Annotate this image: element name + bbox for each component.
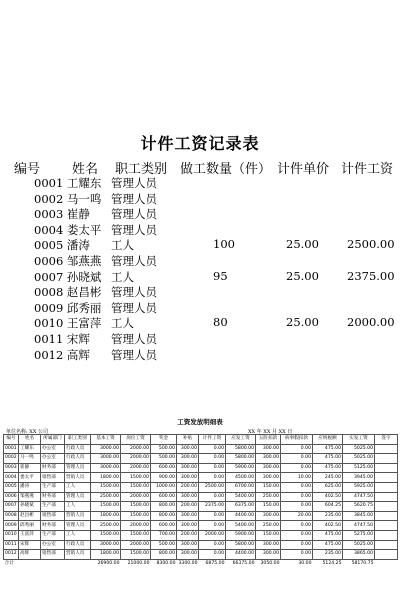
payroll-header-cell: 实发工资	[343, 435, 375, 445]
table-cell: 600.00	[151, 463, 177, 473]
table-cell: 5275.00	[343, 530, 375, 540]
table-cell: 235.00	[313, 550, 343, 560]
table-cell: 2000.00	[121, 492, 151, 502]
payroll-total-row	[4, 559, 398, 568]
table-cell	[375, 482, 398, 492]
table-cell: 300.00	[256, 463, 281, 473]
table-row	[4, 502, 398, 512]
table-cell: 5620.75	[343, 502, 375, 512]
table-cell: 0.00	[199, 540, 226, 550]
table-cell: 4400.00	[226, 550, 256, 560]
table-row	[4, 454, 398, 464]
table-cell: 0008	[4, 511, 19, 521]
table-cell	[41, 559, 65, 568]
table-cell: 工人	[65, 482, 91, 492]
table-cell: 0010	[4, 530, 19, 540]
table-cell: 1800.00	[91, 473, 121, 483]
table-cell: 21000.00	[121, 559, 151, 568]
table-cell: 4747.50	[343, 521, 375, 531]
table-cell: 300.00	[256, 511, 281, 521]
table-cell: 办公室	[41, 454, 65, 464]
staff-type: 工人	[111, 238, 134, 253]
table-cell: 1500.00	[121, 473, 151, 483]
table-cell: 5900.00	[226, 530, 256, 540]
staff-type: 管理人员	[111, 300, 157, 315]
table-cell: 0.00	[199, 550, 226, 560]
table-cell	[375, 559, 398, 568]
piece-wage-title: 计件工资记录表	[140, 134, 260, 153]
table-cell: 5125.00	[343, 463, 375, 473]
table-cell	[65, 559, 91, 568]
table-cell: 1500.00	[121, 502, 151, 512]
employee-id-name: 0011 宋辉	[34, 332, 90, 346]
table-row	[4, 492, 398, 502]
staff-type: 工人	[111, 269, 134, 284]
table-cell: 4500.00	[226, 473, 256, 483]
table-cell: 5800.00	[226, 540, 256, 550]
table-cell: 300.00	[256, 550, 281, 560]
piece-wage-row	[0, 175, 400, 189]
table-cell: 0.00	[281, 502, 313, 512]
table-cell: 3000.00	[91, 463, 121, 473]
payroll-header-cell: 姓名	[19, 435, 41, 445]
payroll-header-cell: 编号	[4, 435, 19, 445]
payroll-header-cell: 计件工资	[199, 435, 226, 445]
table-cell: 生产部	[41, 482, 65, 492]
table-cell: 0.00	[281, 444, 313, 454]
table-cell: 1500.00	[121, 530, 151, 540]
employee-id-name: 0003 崔静	[34, 207, 90, 222]
table-cell: 邱秀丽	[19, 521, 41, 531]
table-cell: 30.00	[281, 559, 313, 568]
employee-id-name: 0008 赵昌彬	[34, 285, 102, 300]
table-cell: 1500.00	[121, 482, 151, 492]
table-cell: 3000.00	[91, 454, 121, 464]
header-piece-wage: 计件工资	[341, 162, 394, 177]
table-row	[4, 444, 398, 454]
table-cell: 2000.00	[121, 521, 151, 531]
table-cell: 管理人员	[65, 463, 91, 473]
table-cell	[19, 559, 41, 568]
staff-type: 管理人员	[111, 222, 157, 237]
table-cell: 500.00	[151, 540, 177, 550]
table-cell: 0.00	[199, 473, 226, 483]
table-cell: 300.00	[177, 444, 199, 454]
piece-wage-row	[0, 284, 400, 298]
table-cell: 2000.00	[121, 463, 151, 473]
table-cell: 3000.00	[91, 540, 121, 550]
table-cell	[375, 550, 398, 560]
payroll-header-cell: 岗位工资	[121, 435, 151, 445]
table-cell: 5400.00	[226, 521, 256, 531]
table-cell: 孙晓斌	[19, 502, 41, 512]
table-cell: 300.00	[256, 540, 281, 550]
table-cell: 工人	[65, 502, 91, 512]
table-cell: 200.00	[177, 502, 199, 512]
payroll-header-cell: 五险扣款	[256, 435, 281, 445]
table-cell: 235.00	[313, 511, 343, 521]
table-cell: 600.00	[151, 521, 177, 531]
table-cell: 2000.00	[199, 530, 226, 540]
table-cell: 26900.00	[91, 559, 121, 568]
table-cell: 0.00	[281, 521, 313, 531]
piece-wage-row	[0, 331, 400, 345]
payroll-header-cell: 病事假扣款	[281, 435, 313, 445]
table-cell: 0.00	[199, 492, 226, 502]
payroll-header-cell: 补贴	[177, 435, 199, 445]
table-cell: 崔静	[19, 463, 41, 473]
table-cell: 5800.00	[226, 454, 256, 464]
table-cell: 300.00	[177, 473, 199, 483]
table-cell: 2000.00	[121, 444, 151, 454]
table-cell: 250.00	[256, 492, 281, 502]
table-cell: 行政人员	[65, 540, 91, 550]
table-cell: 0.00	[199, 463, 226, 473]
table-cell: 0007	[4, 502, 19, 512]
table-row	[4, 511, 398, 521]
table-cell: 0.00	[199, 511, 226, 521]
piece-wage-row	[0, 315, 400, 329]
table-cell: 300.00	[177, 550, 199, 560]
payroll-unit-label: 单位名称: XX 公司	[6, 429, 48, 435]
employee-id-name: 0006 邹燕燕	[34, 254, 102, 268]
work-quantity: 80	[213, 315, 228, 330]
table-cell: 900.00	[151, 473, 177, 483]
staff-type: 管理人员	[111, 207, 157, 222]
table-cell: 0005	[4, 482, 19, 492]
table-row	[4, 482, 398, 492]
table-cell: 0.00	[281, 463, 313, 473]
table-cell: 300.00	[256, 473, 281, 483]
table-cell: 8300.00	[151, 559, 177, 568]
table-cell: 300.00	[177, 521, 199, 531]
table-cell: 6875.00	[199, 559, 226, 568]
work-quantity: 95	[213, 268, 228, 283]
employee-id-name: 0010 王富萍	[34, 316, 102, 331]
table-cell: 2375.00	[199, 502, 226, 512]
table-cell: 2000.00	[121, 540, 151, 550]
table-cell: 财务部	[41, 463, 65, 473]
table-cell: 475.00	[313, 444, 343, 454]
payroll-header-cell: 应纳税额	[313, 435, 343, 445]
table-cell	[375, 454, 398, 464]
table-cell: 800.00	[151, 550, 177, 560]
table-cell: 150.00	[256, 482, 281, 492]
table-cell	[375, 492, 398, 502]
table-cell	[375, 444, 398, 454]
table-cell: 3000.00	[91, 444, 121, 454]
table-cell: 5800.00	[226, 444, 256, 454]
header-name: 姓名	[72, 162, 99, 177]
payroll-header-cell: 基本工资	[91, 435, 121, 445]
staff-type: 管理人员	[111, 285, 157, 300]
table-cell: 1500.00	[91, 482, 121, 492]
table-cell: 300.00	[256, 444, 281, 454]
table-cell: 1800.00	[91, 550, 121, 560]
table-cell: 娄太平	[19, 473, 41, 483]
table-cell: 宋辉	[19, 540, 41, 550]
table-cell: 2500.00	[91, 492, 121, 502]
table-cell: 马一鸣	[19, 454, 41, 464]
table-cell: 2500.00	[199, 482, 226, 492]
table-cell: 150.00	[256, 530, 281, 540]
table-cell: 合计	[4, 559, 19, 568]
table-cell: 475.00	[313, 463, 343, 473]
table-cell: 402.50	[313, 492, 343, 502]
table-cell: 王富萍	[19, 530, 41, 540]
payroll-title: 工资发放明细表	[177, 418, 223, 426]
table-cell: 生产部	[41, 530, 65, 540]
table-cell: 营销人员	[65, 473, 91, 483]
table-cell: 财务部	[41, 492, 65, 502]
payroll-header-cell: 所属部门	[41, 435, 65, 445]
header-unit-price: 计件单价	[277, 162, 330, 177]
table-cell: 0004	[4, 473, 19, 483]
table-cell: 500.00	[151, 444, 177, 454]
table-cell: 行政人员	[65, 444, 91, 454]
table-cell: 1500.00	[91, 530, 121, 540]
table-cell: 0006	[4, 492, 19, 502]
table-cell: 300.00	[177, 454, 199, 464]
staff-type: 管理人员	[111, 347, 157, 362]
table-cell: 高辉	[19, 550, 41, 560]
table-cell: 赵昌彬	[19, 511, 41, 521]
table-cell: 0.00	[281, 530, 313, 540]
table-cell: 0012	[4, 550, 19, 560]
table-cell	[375, 521, 398, 531]
piece-wage-row	[0, 237, 400, 251]
piece-wage-row	[0, 191, 400, 205]
table-cell	[375, 530, 398, 540]
piece-wage-row	[0, 269, 400, 283]
table-cell: 475.00	[313, 454, 343, 464]
table-cell: 20.00	[281, 511, 313, 521]
table-cell: 0.00	[199, 521, 226, 531]
table-cell: 1500.00	[121, 511, 151, 521]
unit-price: 25.00	[286, 315, 319, 330]
piece-wage: 2500.00	[347, 237, 395, 252]
table-cell: 300.00	[177, 463, 199, 473]
piece-wage-row	[0, 300, 400, 314]
employee-id-name: 0001 工耀东	[34, 176, 102, 190]
table-cell: 3845.00	[343, 511, 375, 521]
table-cell: 潘涛	[19, 482, 41, 492]
table-cell	[375, 540, 398, 550]
table-cell: 475.00	[313, 540, 343, 550]
table-cell: 销售部	[41, 473, 65, 483]
table-cell: 0.00	[281, 454, 313, 464]
table-row	[4, 473, 398, 483]
table-cell: 300.00	[177, 492, 199, 502]
table-cell: 0.00	[199, 454, 226, 464]
payroll-header-row	[4, 435, 398, 445]
table-cell: 财务部	[41, 521, 65, 531]
payroll-header-cell: 奖金	[151, 435, 177, 445]
table-cell: 0001	[4, 444, 19, 454]
table-cell: 5900.00	[226, 463, 256, 473]
table-cell: 6700.00	[226, 482, 256, 492]
table-cell: 0.00	[199, 444, 226, 454]
payroll-table	[3, 434, 398, 568]
table-row	[4, 530, 398, 540]
table-cell: 800.00	[151, 511, 177, 521]
payroll-header-cell: 应发工资	[226, 435, 256, 445]
table-cell: 250.00	[256, 521, 281, 531]
table-cell: 2500.00	[91, 521, 121, 531]
table-cell: 500.00	[151, 454, 177, 464]
table-cell: 150.00	[256, 502, 281, 512]
table-cell: 300.00	[177, 511, 199, 521]
table-cell	[375, 502, 398, 512]
table-cell: 3050.00	[256, 559, 281, 568]
table-cell: 0011	[4, 540, 19, 550]
table-cell: 销售部	[41, 511, 65, 521]
table-cell: 管理人员	[65, 492, 91, 502]
staff-type: 管理人员	[111, 176, 157, 190]
table-cell: 5925.00	[343, 482, 375, 492]
table-cell: 办公室	[41, 540, 65, 550]
table-cell: 0003	[4, 463, 19, 473]
table-cell: 3300.00	[177, 559, 199, 568]
payroll-header-cell: 职工类别	[65, 435, 91, 445]
table-cell: 5025.00	[343, 540, 375, 550]
table-cell: 工人	[65, 530, 91, 540]
piece-wage: 2000.00	[347, 315, 395, 330]
table-cell: 3945.00	[343, 473, 375, 483]
table-cell: 4400.00	[226, 511, 256, 521]
header-quantity: 做工数量（件）	[180, 162, 272, 177]
piece-wage-row	[0, 347, 400, 361]
staff-type: 管理人员	[111, 191, 157, 206]
table-cell: 245.00	[313, 473, 343, 483]
table-cell: 0.00	[281, 540, 313, 550]
table-cell: 58170.75	[343, 559, 375, 568]
table-cell: 4747.50	[343, 492, 375, 502]
table-cell: 5025.00	[343, 444, 375, 454]
table-cell: 5124.25	[313, 559, 343, 568]
employee-id-name: 0012 高辉	[34, 347, 90, 362]
table-cell: 1800.00	[91, 511, 121, 521]
table-cell: 600.00	[151, 492, 177, 502]
table-cell: 66375.00	[226, 559, 256, 568]
table-row	[4, 540, 398, 550]
table-cell: 营销人员	[65, 550, 91, 560]
table-cell: 0.00	[281, 550, 313, 560]
table-cell	[375, 463, 398, 473]
staff-type: 管理人员	[111, 254, 157, 268]
work-quantity: 100	[213, 237, 235, 252]
table-cell: 1500.00	[91, 502, 121, 512]
table-cell	[375, 473, 398, 483]
piece-wage-row	[0, 222, 400, 236]
table-cell: 800.00	[151, 502, 177, 512]
table-cell: 工耀东	[19, 444, 41, 454]
staff-type: 工人	[111, 316, 134, 331]
table-cell: 2000.00	[121, 454, 151, 464]
table-cell: 200.00	[177, 530, 199, 540]
employee-id-name: 0007 孙晓斌	[34, 269, 102, 284]
table-cell	[375, 511, 398, 521]
employee-id-name: 0005 潘涛	[34, 238, 90, 253]
table-cell: 5025.00	[343, 454, 375, 464]
table-row	[4, 463, 398, 473]
unit-price: 25.00	[286, 268, 319, 283]
table-cell: 1000.00	[151, 482, 177, 492]
piece-wage-row	[0, 206, 400, 220]
table-cell: 6375.00	[226, 502, 256, 512]
payroll-date-label: XX 年 XX 月 XX 日	[248, 429, 293, 435]
payroll-header-cell: 签字	[375, 435, 398, 445]
unit-price: 25.00	[286, 237, 319, 252]
employee-id-name: 0004 娄太平	[34, 222, 102, 237]
header-staff-type: 职工类别	[115, 162, 168, 177]
piece-wage: 2375.00	[347, 268, 395, 283]
table-cell: 0002	[4, 454, 19, 464]
header-id: 编号	[14, 162, 41, 177]
table-cell: 办公室	[41, 444, 65, 454]
employee-id-name: 0009 邱秀丽	[34, 300, 102, 315]
table-cell: 管理人员	[65, 521, 91, 531]
table-cell: 625.00	[313, 482, 343, 492]
table-cell: 402.50	[313, 521, 343, 531]
table-row	[4, 550, 398, 560]
table-cell: 300.00	[256, 454, 281, 464]
table-cell: 生产部	[41, 502, 65, 512]
table-cell: 475.00	[313, 530, 343, 540]
table-cell: 300.00	[177, 540, 199, 550]
table-cell: 销售部	[41, 550, 65, 560]
table-cell: 604.25	[313, 502, 343, 512]
table-cell: 行政人员	[65, 454, 91, 464]
table-cell: 0.00	[281, 482, 313, 492]
table-cell: 邹燕燕	[19, 492, 41, 502]
employee-id-name: 0002 马一鸣	[34, 191, 102, 206]
table-cell: 1500.00	[121, 550, 151, 560]
piece-wage-row	[0, 253, 400, 267]
table-cell: 5400.00	[226, 492, 256, 502]
table-cell: 700.00	[151, 530, 177, 540]
table-cell: 0009	[4, 521, 19, 531]
table-row	[4, 521, 398, 531]
table-cell: 200.00	[177, 482, 199, 492]
staff-type: 管理人员	[111, 332, 157, 346]
table-cell: 0.00	[281, 492, 313, 502]
table-cell: 营销人员	[65, 511, 91, 521]
table-cell: 10.00	[281, 473, 313, 483]
table-cell: 3865.00	[343, 550, 375, 560]
